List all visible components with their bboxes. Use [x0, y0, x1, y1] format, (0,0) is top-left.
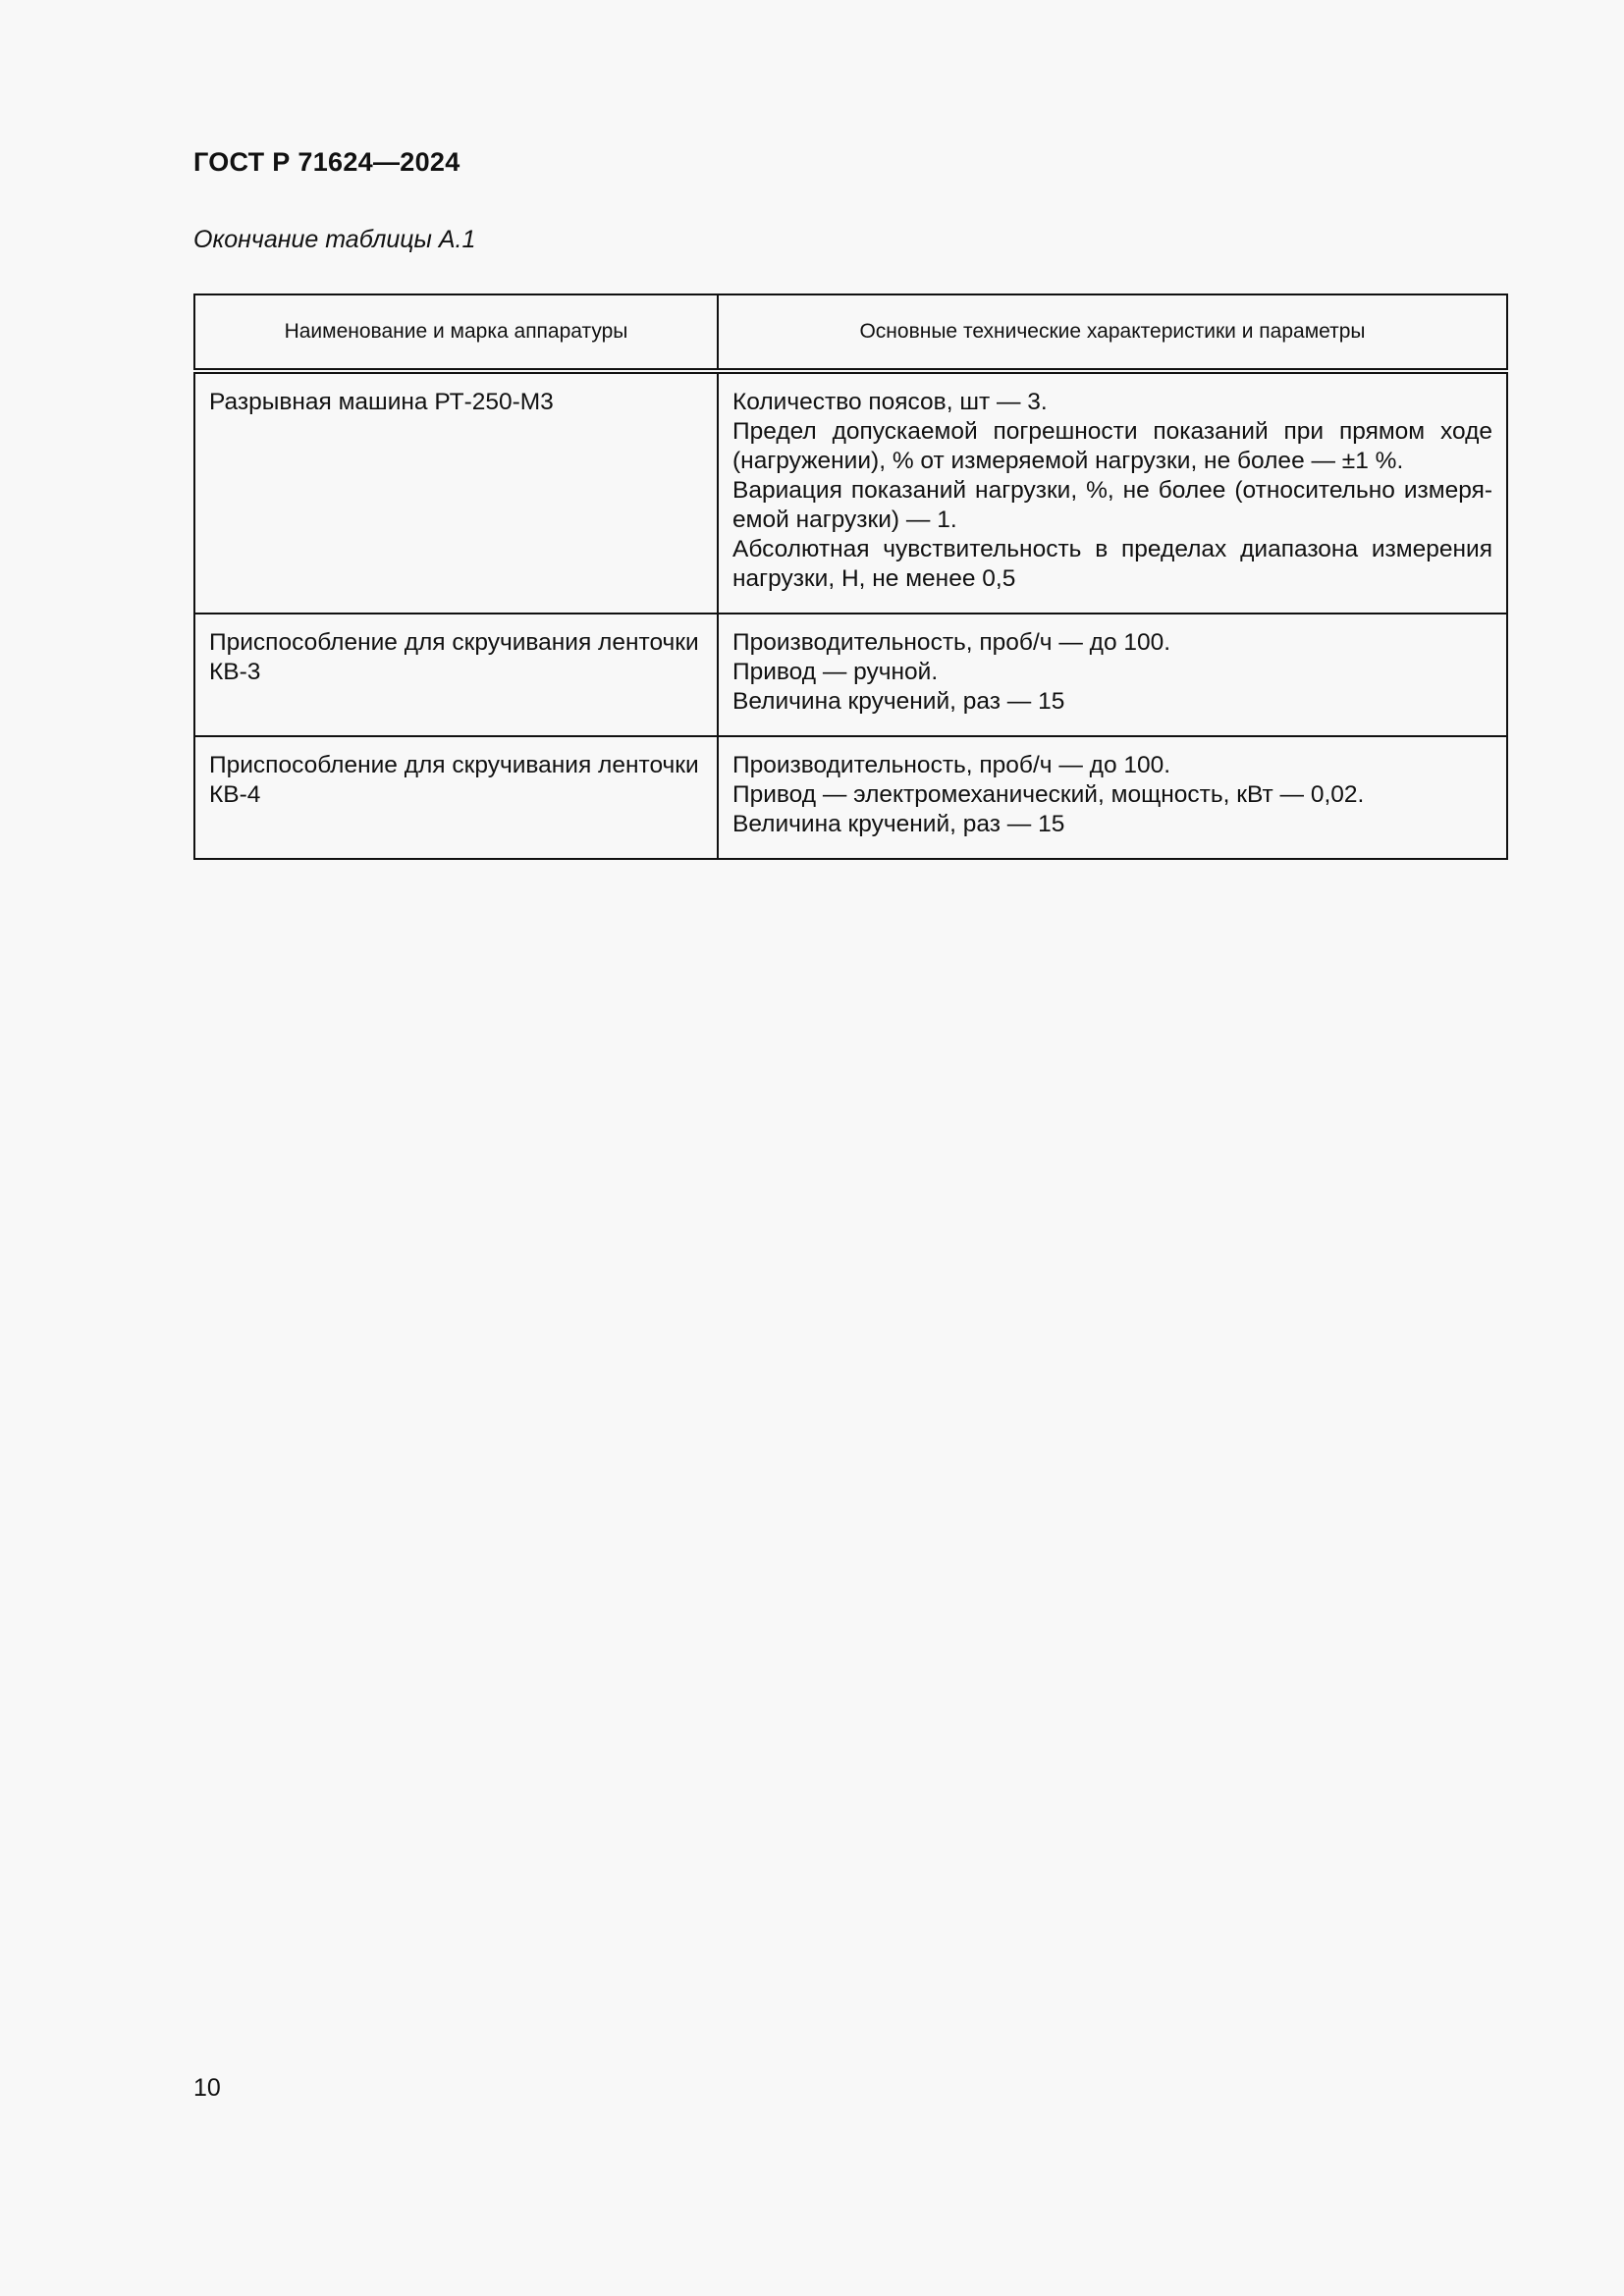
- table-row: [194, 736, 1507, 859]
- parameters-cell: [718, 736, 1507, 859]
- parameter-line: Предел допускаемой погрешности показаний при прямом ходе (нагружении), % от измеряемой нагрузки, не более — ±1 %.: [732, 418, 1492, 474]
- parameter-line: Производительность, проб/ч — до 100.: [732, 752, 1171, 778]
- column-header-equipment: Наименование и марка аппаратуры: [194, 294, 718, 371]
- page-number: 10: [193, 2074, 221, 2102]
- table-caption: Окончание таблицы А.1: [193, 226, 476, 253]
- parameter-line: Величина кручений, раз — 15: [732, 688, 1065, 715]
- parameter-line: Количество поясов, шт — 3.: [732, 389, 1048, 415]
- column-header-parameters: Основные технические характеристики и параметры: [718, 294, 1507, 371]
- parameter-line: Абсолютная чувствительность в пределах диапазона измерения нагрузки, Н, не менее 0,5: [732, 536, 1492, 592]
- parameter-line: Привод — ручной.: [732, 659, 939, 685]
- equipment-name-cell: Приспособление для скручивания ленточки КВ-3: [194, 614, 718, 736]
- table-row: [194, 614, 1507, 736]
- parameter-line: Вариация показаний нагрузки, %, не более (относительно измеря-емой нагрузки) — 1.: [732, 477, 1492, 533]
- equipment-table: [193, 294, 1508, 860]
- table-header-row: [194, 294, 1507, 371]
- equipment-name-cell: Разрывная машина РТ-250-М3: [194, 371, 718, 614]
- table-row: [194, 371, 1507, 614]
- equipment-name-cell: Приспособление для скручивания ленточки КВ-4: [194, 736, 718, 859]
- parameter-line: Производительность, проб/ч — до 100.: [732, 629, 1171, 656]
- document-code: ГОСТ Р 71624—2024: [193, 147, 460, 177]
- parameter-line: Величина кручений, раз — 15: [732, 811, 1065, 837]
- parameter-line: Привод — электромеханический, мощность, кВт — 0,02.: [732, 781, 1365, 808]
- parameters-cell: [718, 371, 1507, 614]
- parameters-cell: [718, 614, 1507, 736]
